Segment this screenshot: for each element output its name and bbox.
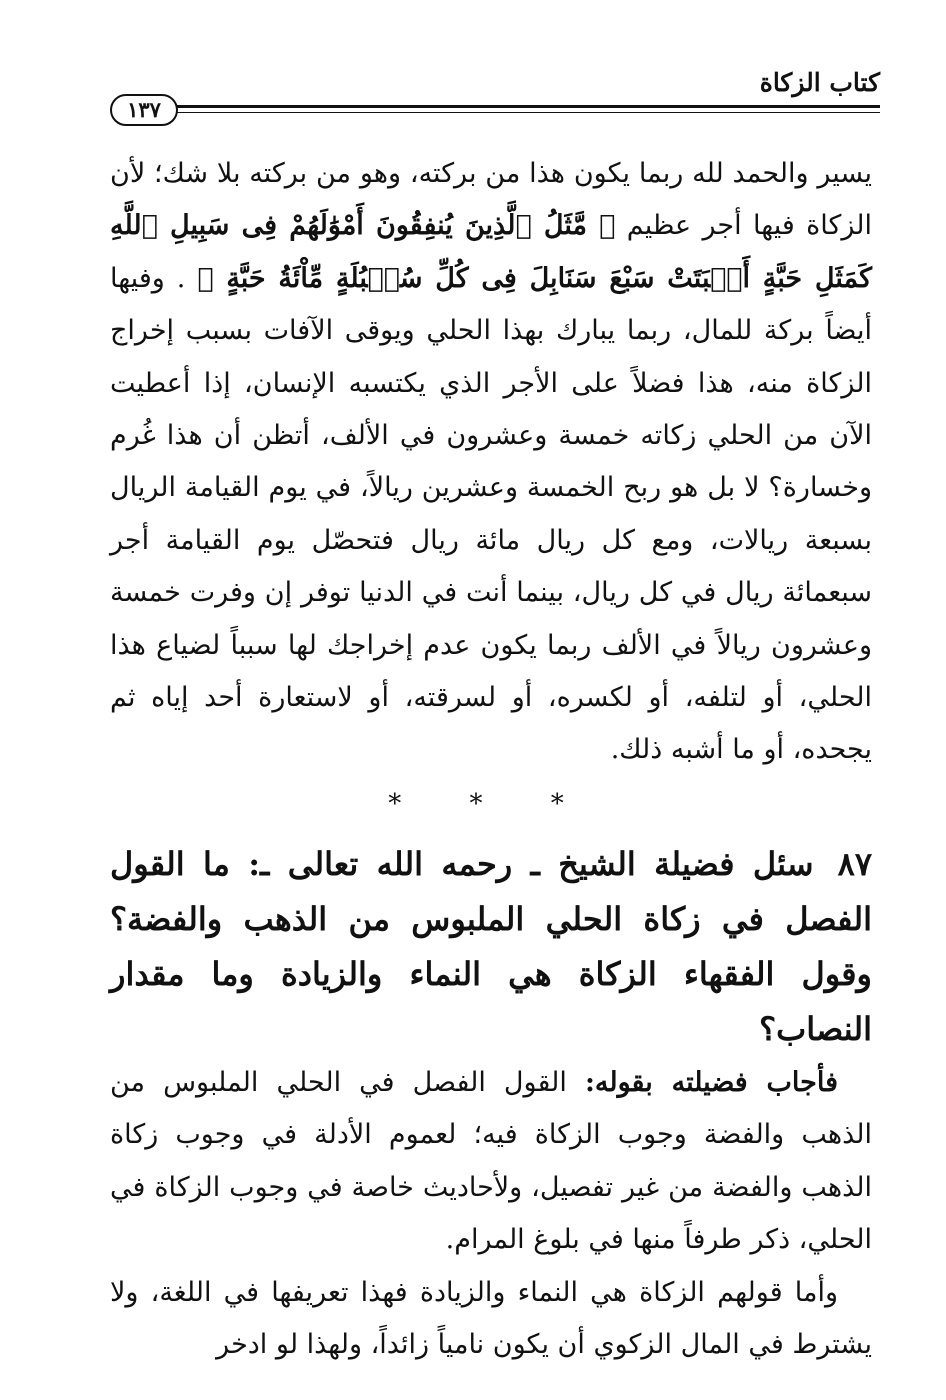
question-block [110, 837, 872, 1057]
question-text: سئل فضيلة الشيخ ـ رحمه الله تعالى ـ: ما القول الفصل في زكاة الحلي الملبوس من الذهب والفضة؟ وقول الفقهاء الزكاة هي النماء والزيادة وما مقدار النصاب؟ [110, 844, 873, 1048]
header-rule-thick [170, 105, 880, 108]
page-header [110, 60, 880, 130]
paragraph-1-text: يسير والحمد لله ربما يكون هذا من بركته، وهو من بركته بلا شك؛ لأن الزكاة فيها أجر عظيم [110, 158, 872, 242]
book-title: كتاب الزكاة [759, 68, 880, 97]
answer-lead: فأجاب فضيلته بقوله: [584, 1066, 838, 1098]
page-number: ١٣٧ [110, 94, 178, 126]
quran-verse: ﴿ مَّثَلُ ٱلَّذِينَ يُنفِقُونَ أَمْوَٰلَهُمْ فِى سَبِيلِ ٱللَّهِ كَمَثَلِ حَبَّةٍ أَنۢبَتَتْ سَبْعَ سَنَابِلَ فِى كُلِّ سُنۢبُلَةٍ مِّاْئَةُ حَبَّةٍ ﴾ [110, 210, 872, 294]
header-rule-thin [170, 112, 880, 113]
section-separator: * * * [388, 788, 594, 819]
answer-text: القول الفصل في الحلي الملبوس من الذهب والفضة وجوب الزكاة فيه؛ لعموم الأدلة في وجوب زكاة الذهب والفضة من غير تفصيل، ولأحاديث خاصة في وجوب الزكاة في الحلي، ذكر طرفاً منها في بلوغ المرام. [110, 1066, 872, 1256]
page-body [110, 148, 872, 1371]
paragraph-3: وأما قولهم الزكاة هي النماء والزيادة فهذا تعريفها في اللغة، ولا يشترط في المال الزكوي أن يكون نامياً زائداً، ولهذا لو ادخر [110, 1276, 872, 1360]
question-number: ٨٧ [837, 844, 872, 883]
paragraph-1-text-continued: . وفيها أيضاً بركة للمال، ربما يبارك بهذا الحلي ويوقى الآفات بسبب إخراج الزكاة منه، هذا فضلاً على الأجر الذي يكتسبه الإنسان، إذا أعطيت الآن من الحلي زكاته خمسة وعشرون في الألف، أتظن أن هذا غُرم وخسارة؟ لا بل هو ربح الخمسة وعشرين ريالاً، في يوم القيامة الريال بسبعة ريالات، ومع كل ريال مائة ريال فتحصّل يوم القيامة أجر سبعمائة ريال في كل ريال، بينما أنت في الدنيا توفر إن وفرت خمسة وعشرون ريالاً في الألف ربما يكون عدم إخراجك لها سبباً لضياع هذا الحلي، أو لتلفه، أو لكسره، أو لسرقته، أو لاستعارة أحد إياه ثم يجحده، أو ما أشبه ذلك. [110, 262, 872, 766]
paragraph-1 [110, 148, 872, 777]
answer-paragraph [110, 1057, 872, 1267]
